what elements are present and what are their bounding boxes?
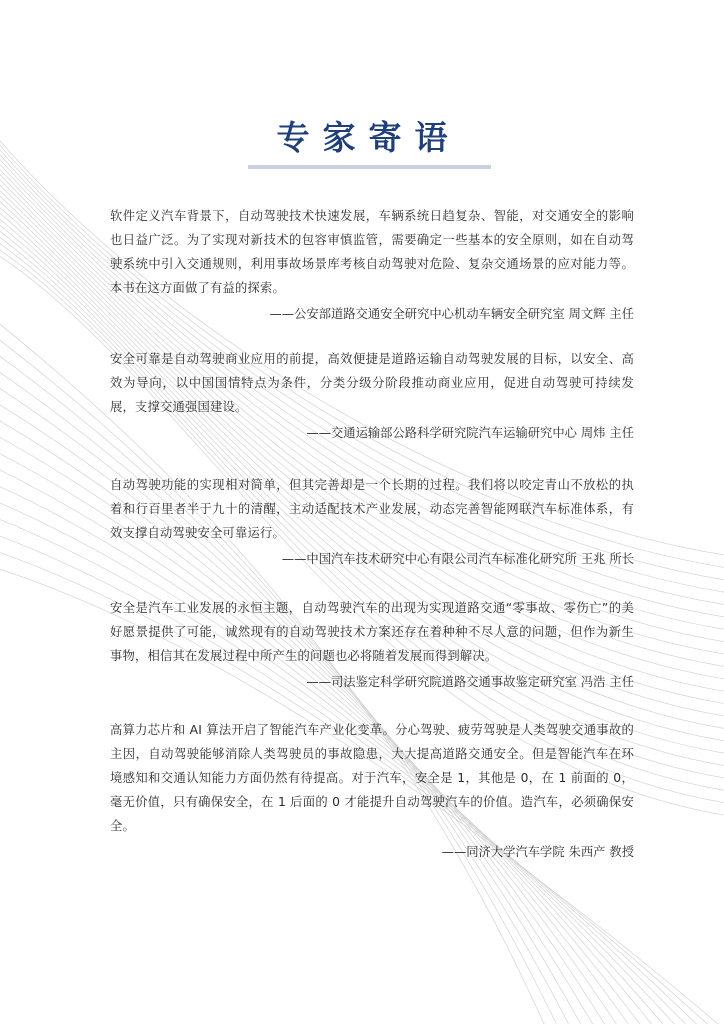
attribution-source: ——公安部道路交通安全研究中心机动车辆安全研究室 — [269, 307, 565, 321]
title-underline — [248, 165, 491, 169]
quote-attribution — [110, 303, 634, 325]
quote-attribution — [110, 841, 634, 863]
page-title: 专家寄语 — [276, 118, 461, 157]
attribution-role: 主任 — [609, 675, 634, 689]
quote-block-2 — [110, 347, 634, 444]
attribution-person: 王兆 — [580, 552, 606, 566]
attribution-source: ——交通运输部公路科学研究院汽车运输研究中心 — [306, 426, 577, 440]
quote-attribution — [110, 422, 634, 444]
attribution-role: 教授 — [609, 845, 634, 859]
attribution-person: 朱西产 — [568, 845, 606, 859]
attribution-role: 主任 — [609, 426, 634, 440]
attribution-person: 周文辉 — [568, 307, 606, 321]
quote-text: 自动驾驶功能的实现相对简单，但其完善却是一个长期的过程。我们将以咬定青山不放松的执着和行百里者半于九十的清醒，主动适配技术产业发展，动态完善智能网联汽车标准体系，有效支撑自动驾驶安全可靠运行。 — [110, 478, 634, 540]
quote-text: 高算力芯片和 AI 算法开启了智能汽车产业化变革。分心驾驶、疲劳驾驶是人类驾驶交通事故的主因，自动驾驶能够消除人类驾驶员的事故隐患，大大提高道路交通安全。但是智能汽车在环境感知和交通认知能力方面仍然有待提高。对于汽车，安全是 1，其他是 0，在 1 前面的 0，毫无价值，只有确保安全，在 1 后面的 0 才能提升自动驾驶汽车的价值。造汽车，必须确保安全。 — [110, 723, 634, 833]
attribution-person: 冯浩 — [580, 675, 606, 689]
attribution-role: 主任 — [609, 307, 634, 321]
quote-attribution — [110, 671, 634, 693]
quote-block-5 — [110, 718, 634, 863]
attribution-source: ——司法鉴定科学研究院道路交通事故鉴定研究室 — [306, 675, 577, 689]
quote-block-4 — [110, 596, 634, 693]
attribution-role: 所长 — [609, 552, 634, 566]
quote-text: 安全是汽车工业发展的永恒主题，自动驾驶汽车的出现为实现道路交通“零事故、零伤亡”的美好愿景提供了可能，诚然现有的自动驾驶技术方案还存在着种种不尽人意的问题，但作为新生事物，相信其在发展过程中所产生的问题也必将随着发展而得到解决。 — [110, 601, 634, 663]
quote-block-1 — [110, 204, 634, 325]
attribution-source: ——同济大学汽车学院 — [441, 845, 565, 859]
attribution-person: 周炜 — [580, 426, 606, 440]
attribution-source: ——中国汽车技术研究中心有限公司汽车标准化研究所 — [281, 552, 577, 566]
quote-block-3 — [110, 473, 634, 570]
quote-text: 软件定义汽车背景下，自动驾驶技术快速发展，车辆系统日趋复杂、智能，对交通安全的影响也日益广泛。为了实现对新技术的包容审慎监管，需要确定一些基本的安全原则，如在自动驾驶系统中引入交通规则，利用事故场景库考核自动驾驶对危险、复杂交通场景的应对能力等。本书在这方面做了有益的探索。 — [110, 209, 634, 295]
quote-attribution — [110, 548, 634, 570]
quote-text: 安全可靠是自动驾驶商业应用的前提，高效便捷是道路运输自动驾驶发展的目标，以安全、高效为导向，以中国国情特点为条件，分类分级分阶段推动商业应用，促进自动驾驶可持续发展，支撑交通强国建设。 — [110, 352, 634, 414]
